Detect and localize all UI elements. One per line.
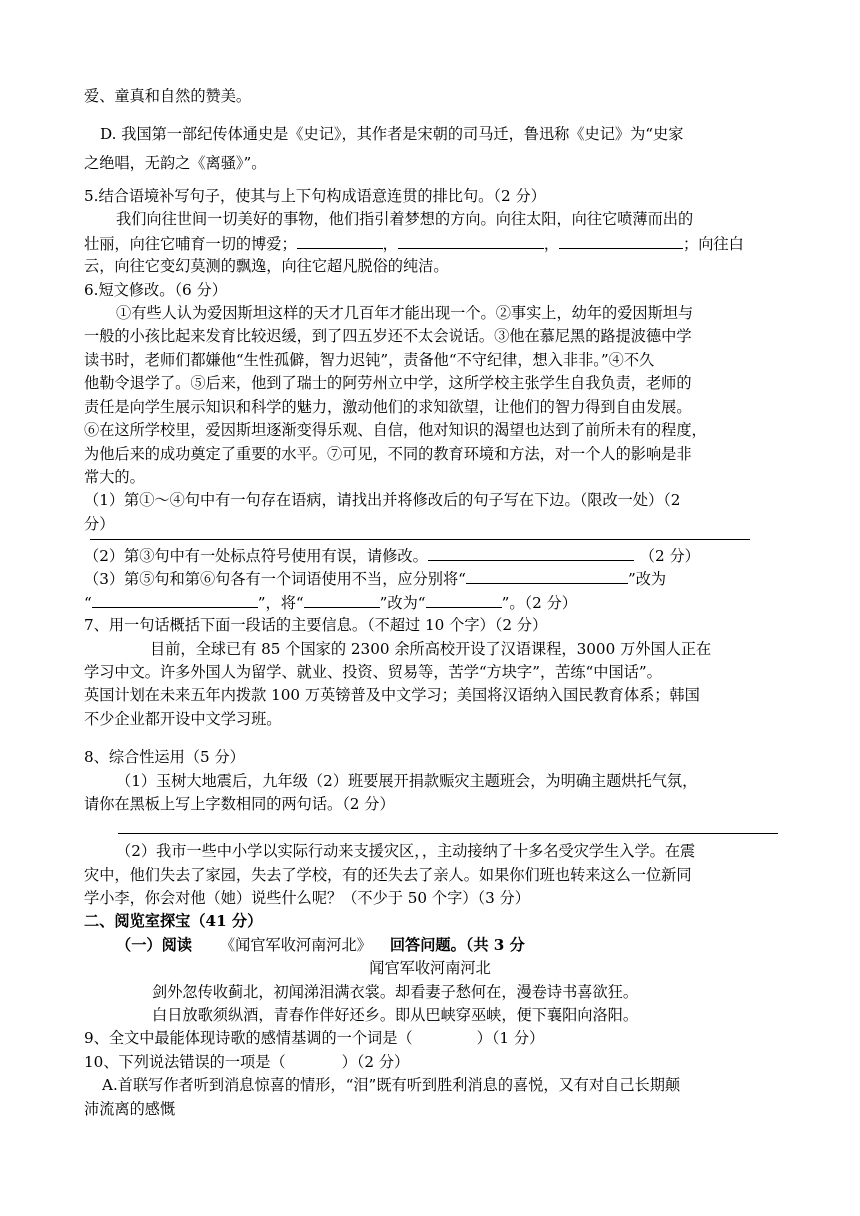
q6-passage-line: ⑥在这所学校里，爱因斯坦逐渐变得乐观、自信，他对知识的渴望也达到了前所未有的程度， [84,421,707,439]
question-10: 10、下列说法错误的一项是（ ）（2 分） [84,1053,410,1071]
question-5-text-1: 我们向往世间一切美好的事物，他们指引着梦想的方向。向往太阳，向往它喷薄而出的 [116,210,694,228]
q8-sub-1-line1: （1）玉树大地震后，九年级（2）班要展开捐款赈灾主题班会，为明确主题烘托气氛， [116,772,698,790]
q6-passage-line: 为他后来的成功奠定了重要的水平。⑦可见，不同的教育环境和方法，对一个人的影响是非 [84,445,692,463]
q6-sub-3-line1: （3）第⑤句和第⑥句各有一个词语使用不当，应分别将“ ”改为 [84,570,667,588]
answer-blank-6-3b[interactable] [92,592,258,608]
section-2-heading: 二、阅览室探宝（41 分） [84,912,263,930]
q7-passage-line: 英国计划在未来五年内拨款 100 万英镑普及中文学习；美国将汉语纳入国民教育体系；韩国 [84,686,700,704]
question-7-title: 7、用一句话概括下面一段话的主要信息。（不超过 10 个字）（2 分） [84,616,548,634]
question-6-title: 6.短文修改。（6 分） [84,281,227,299]
q6-passage-line: 常大的。 [84,468,145,486]
question-9: 9、全文中最能体现诗歌的感情基调的一个词是（ ）（1 分） [84,1029,545,1047]
q6-passage-line: 一般的小孩比起来发育比较迟缓，到了四五岁还不太会说话。③他在慕尼黑的路提波德中学 [84,327,692,345]
poem-title: 闻官军收河南河北 [369,959,491,977]
answer-blank-6-2[interactable] [428,545,634,561]
q6-sub-1-line2: 分） [84,515,115,533]
answer-blank-5a[interactable] [297,233,383,249]
option-d-line2: 之绝唱，无韵之《离骚》”。 [84,154,267,172]
option-d-line1: D. 我国第一部纪传体通史是《史记》，其作者是宋朝的司马迁，鲁迅称《史记》为“史家 [100,125,684,143]
answer-line-8-1[interactable] [118,833,778,834]
q6-sub-1-line1: （1）第①～④句中有一句存在语病，请找出并将修改后的句子写在下边。（限改一处）（2 [84,491,681,509]
answer-blank-5b[interactable] [398,233,544,249]
answer-blank-6-3d[interactable] [426,592,502,608]
q8-sub-1-line2: 请你在黑板上写上字数相同的两句话。（2 分） [84,795,395,813]
reading-1-heading: （一）阅读 《闻官军收河南河北》 回答问题。（共 3 分 [116,936,525,954]
q8-sub-2-line1: （2）我市一些中小学以实际行动来支援灾区，，主动接纳了十多名受灾学生入学。在震 [116,842,696,860]
q6-sub-3-line2: “ ”，将“ ”改为“ ”。（2 分） [84,594,577,612]
answer-blank-5c[interactable] [559,233,683,249]
answer-blank-6-3c[interactable] [304,592,380,608]
answer-blank-6-3a[interactable] [466,568,628,584]
answer-line-6-1[interactable] [90,539,750,540]
q6-sub-2: （2）第③句中有一处标点符号使用有误，请修改。 （2 分） [84,547,700,565]
q8-sub-2-line3: 学小李，你会对他（她）说些什么呢？（不少于 50 个字）（3 分） [84,889,530,907]
q6-passage-line: ①有些人认为爱因斯坦这样的天才几百年才能出现一个。②事实上，幼年的爱因斯坦与 [116,304,694,322]
q6-passage-line: 他勒令退学了。⑤后来，他到了瑞士的阿劳州立中学，这所学校主张学生自我负责，老师的 [84,374,692,392]
question-8-title: 8、综合性运用（5 分） [84,748,245,766]
question-5-title: 5.结合语境补写句子，使其与上下句构成语意连贯的排比句。（2 分） [84,187,546,205]
q6-passage-line: 责任是向学生展示知识和科学的魅力，激动他们的求知欲望，让他们的智力得到自由发展。 [84,398,692,416]
q10-option-a-line2: 沛流离的感慨 [84,1100,176,1118]
q6-passage-line: 读书时，老师们都嫌他“生性孤僻，智力迟钝”，责备他“不守纪律，想入非非。”④不久 [84,351,655,369]
poem-line-2: 白日放歌须纵酒，青春作伴好还乡。即从巴峡穿巫峡，便下襄阳向洛阳。 [152,1006,638,1024]
q7-passage-line: 不少企业都开设中文学习班。 [84,710,282,728]
poem-line-1: 剑外忽传收蓟北，初闻涕泪满衣裳。却看妻子愁何在，漫卷诗书喜欲狂。 [152,983,638,1001]
q8-sub-2-line2: 灾中，他们失去了家园，失去了学校，有的还失去了亲人。如果你们班也转来这么一位新同 [84,866,692,884]
question-5-text-2: 壮丽，向往它哺育一切的博爱； ， ， ；向往白 [84,235,744,253]
q10-option-a-line1: A.首联写作者听到消息惊喜的情形，“泪”既有听到胜利消息的喜悦，又有对自己长期颠 [102,1076,681,1094]
q7-passage-line: 目前，全球已有 85 个国家的 2300 余所高校开设了汉语课程，3000 万外国人正在 [150,640,712,658]
question-5-text-3: 云，向往它变幻莫测的飘逸，向往它超凡脱俗的纯洁。 [84,257,449,275]
q7-passage-line: 学习中文。许多外国人为留学、就业、投资、贸易等，苦学“方块字”，苦练“中国话”。 [84,663,662,681]
option-c-tail: 爱、童真和自然的赞美。 [84,87,252,105]
